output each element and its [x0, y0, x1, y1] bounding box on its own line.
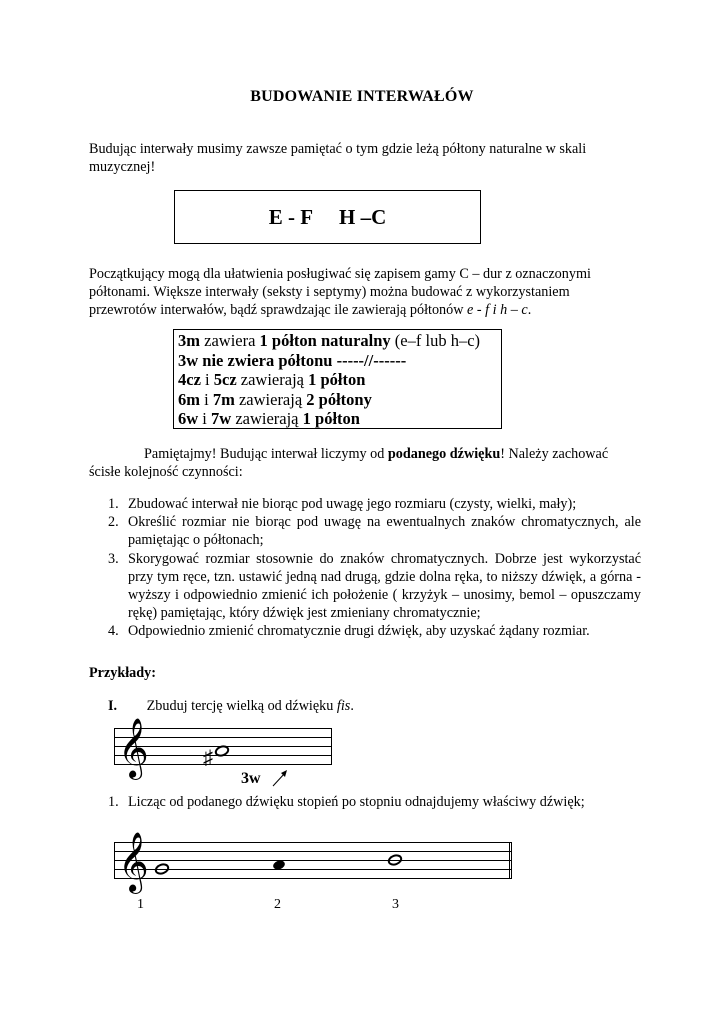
paragraph-3-emphasis: podanego dźwięku — [387, 446, 501, 462]
list-item — [89, 622, 641, 640]
arrow-up-right-icon — [273, 770, 287, 786]
step-1b — [89, 793, 649, 811]
example-number: I. — [108, 698, 118, 714]
list-text: Skorygować rozmiar stosownie do znaków chromatycznych. Dobrze jest wykorzystać przy tym ręce, tzn. ustawić jedną nad drugą, gdzie dolna ręka, to niższy dźwięk, a górna - wyższy i odpowiednio zmienić ich położenie ( krzyżyk – unosimy, bemol – opuszczamy rękę) pamiętając, który dźwięk jest zmieniany chromatycznie; — [128, 550, 641, 622]
interval-box — [173, 329, 502, 429]
interval-label-3w: 3w — [241, 770, 261, 787]
list-item — [89, 495, 641, 513]
examples-heading: Przykłady: — [89, 665, 156, 681]
list-text: Licząc od podanego dźwięku stopień po stopniu odnajdujemy właściwy dźwięk; — [128, 794, 585, 810]
interval-name: 6w — [178, 409, 199, 429]
halftones-box — [174, 190, 481, 244]
paragraph-2-text: Początkujący mogą dla ułatwienia posługiwać się zapisem gamy C – dur z oznaczonymi półtonami. Większe interwały (seksty i septymy) można budować z wykorzystaniem przewrotów interwałów, bądź sprawdzając ile zawierają półtonów — [89, 266, 591, 318]
paragraph-3-text: Pamiętajmy! Budując interwał liczymy od — [144, 446, 388, 462]
interval-count: 2 półtony — [306, 389, 372, 409]
paragraph-3 — [89, 445, 637, 481]
interval-name: 3m — [178, 331, 200, 350]
interval-text: i — [200, 389, 213, 409]
page-title: BUDOWANIE INTERWAŁÓW — [250, 88, 474, 105]
interval-text: i — [198, 409, 212, 429]
interval-name: 5cz — [213, 370, 237, 390]
example-end: . — [350, 698, 354, 714]
treble-clef-icon: 𝄞 — [118, 720, 149, 777]
example-text: Zbuduj tercję wielką od dźwięku — [146, 698, 337, 714]
interval-line — [178, 370, 501, 390]
interval-text: zawiera — [200, 331, 260, 350]
interval-line — [178, 390, 501, 410]
interval-text: i — [200, 370, 214, 390]
list-number: 2. — [108, 514, 119, 531]
interval-name: 7w — [211, 409, 232, 429]
list-text: Odpowiednio zmienić chromatycznie drugi dźwięk, aby uzyskać żądany rozmiar. — [128, 623, 590, 640]
step-label: 1 — [137, 897, 144, 912]
list-number: 4. — [108, 623, 119, 640]
interval-line — [178, 331, 501, 351]
halftone-pair-ef: E - F — [268, 204, 314, 229]
interval-text: zawierają — [236, 370, 309, 390]
list-number: 1. — [108, 794, 119, 810]
staff-lines — [114, 842, 512, 879]
paragraph-3-text: ! Należy zachować ścisłe kolejność czynności: — [89, 446, 609, 480]
interval-text: (e–f lub h–c) — [390, 331, 481, 350]
list-item — [89, 513, 641, 549]
example-note: fis — [336, 698, 351, 714]
interval-name: 7m — [212, 389, 235, 409]
interval-name: 6m — [178, 389, 200, 409]
step-label: 3 — [392, 897, 399, 912]
interval-count: 1 półton naturalny — [259, 331, 391, 350]
interval-text: zawierają — [231, 409, 303, 429]
interval-name: 3w nie zwiera półtonu -----//------ — [178, 350, 407, 370]
interval-name: 4cz — [178, 370, 201, 390]
intro-paragraph: Budując interwały musimy zawsze pamiętać o tym gdzie leżą półtony naturalne w skali muzycznej! — [89, 141, 587, 175]
paragraph-2-halftones: e - f i h – c — [467, 302, 528, 318]
treble-clef-icon: 𝄞 — [118, 834, 149, 891]
list-number: 1. — [108, 496, 119, 512]
interval-line — [178, 351, 501, 371]
interval-count: 1 półton — [302, 409, 360, 429]
list-text: Zbudować interwał nie biorąc pod uwagę jego rozmiaru (czysty, wielki, mały); — [128, 496, 577, 512]
list-number: 3. — [108, 550, 119, 567]
interval-text: zawierają — [234, 389, 307, 409]
steps-list — [89, 495, 641, 641]
sharp-icon: ♯ — [203, 747, 213, 769]
list-text: Określić rozmiar nie biorąc pod uwagę na ewentualnych znaków chromatycznych, ale pamiętając o półtonach; — [128, 514, 641, 549]
step-label: 2 — [274, 897, 281, 912]
staff-example-2 — [110, 830, 520, 920]
list-item — [89, 550, 641, 623]
paragraph-2-end: . — [527, 302, 532, 318]
staff-example-1 — [110, 718, 340, 790]
example-1 — [108, 698, 354, 715]
interval-count: 1 półton — [308, 370, 366, 390]
halftone-pair-hc: H –C — [339, 204, 387, 229]
paragraph-2 — [89, 265, 629, 319]
interval-line — [178, 409, 501, 429]
